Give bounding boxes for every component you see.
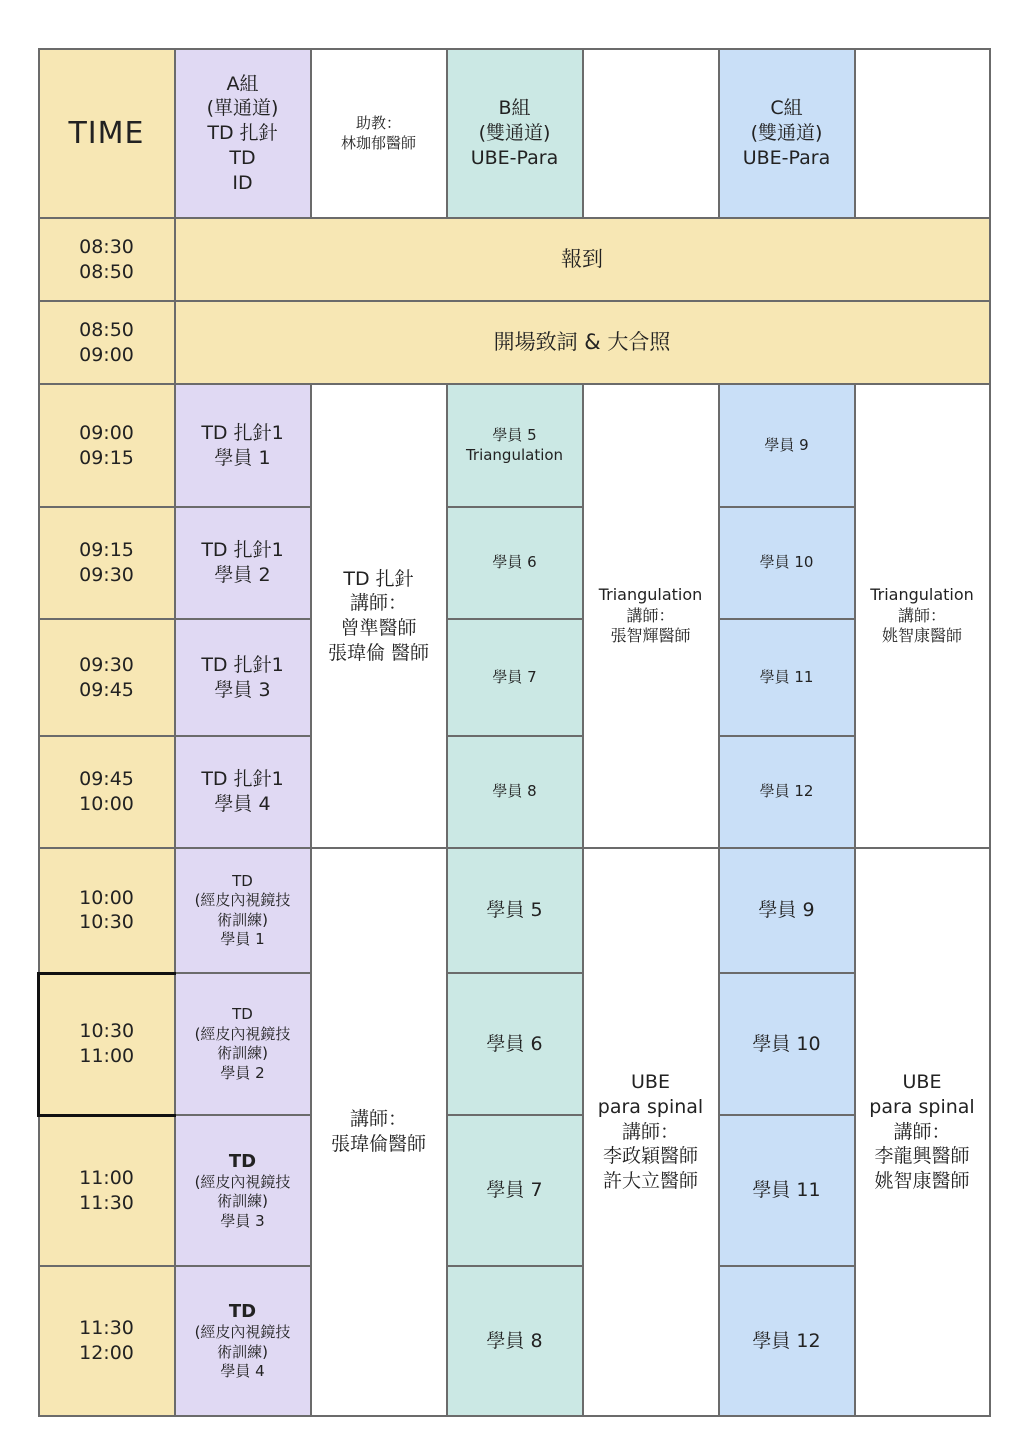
time-cell: 10:30 11:00: [39, 973, 175, 1115]
group-b-cell: 學員 6: [447, 973, 583, 1115]
time-cell: 09:15 09:30: [39, 507, 175, 619]
table-row: [39, 736, 990, 848]
group-a-cell: TD 扎針1 學員 4: [175, 736, 311, 848]
group-c-cell: 學員 9: [719, 848, 855, 973]
group-b-cell: 學員 7: [447, 619, 583, 736]
group-b-cell: 學員 8: [447, 736, 583, 848]
group-c-cell: 學員 11: [719, 1115, 855, 1266]
time-header: TIME: [39, 49, 175, 218]
group-b-cell: 學員 5 Triangulation: [447, 384, 583, 507]
group-c-cell: 學員 9: [719, 384, 855, 507]
group-a-cell-title: TD: [232, 1005, 253, 1023]
group-a-cell-title: TD: [228, 1301, 257, 1323]
group-c-cell: 學員 12: [719, 736, 855, 848]
time-cell: 08:50 09:00: [39, 301, 175, 384]
empty-header-b: [583, 49, 719, 218]
group-b-cell: 學員 6: [447, 507, 583, 619]
td-lecturer-cell: 講師： 張瑋倫醫師: [311, 848, 447, 1416]
triangulation-b-lecturer-cell: Triangulation 講師： 張智輝醫師: [583, 384, 719, 848]
time-cell: 09:30 09:45: [39, 619, 175, 736]
table-row: [39, 1266, 990, 1416]
time-cell: 11:30 12:00: [39, 1266, 175, 1416]
table-row: [39, 848, 990, 973]
time-cell: 08:30 08:50: [39, 218, 175, 301]
group-c-cell: 學員 10: [719, 973, 855, 1115]
ube-b-lecturer-cell: UBE para spinal 講師： 李政穎醫師 許大立醫師: [583, 848, 719, 1416]
group-a-cell-detail: (經皮內視鏡技 術訓練) 學員 3: [194, 1172, 291, 1230]
group-a-cell: TD 扎針1 學員 2: [175, 507, 311, 619]
group-b-cell: 學員 7: [447, 1115, 583, 1266]
header-row: [39, 49, 990, 218]
schedule-table: [37, 48, 991, 1417]
assistant-header: 助教： 林珈郁醫師: [311, 49, 447, 218]
checkin-banner: 報到: [175, 218, 990, 301]
group-c-cell: 學員 11: [719, 619, 855, 736]
group-a-header: A組 (單通道) TD 扎針 TD ID: [175, 49, 311, 218]
table-row: [39, 507, 990, 619]
empty-header-c: [855, 49, 990, 218]
group-b-cell: 學員 5: [447, 848, 583, 973]
group-a-cell: TD 扎針1 學員 1: [175, 384, 311, 507]
table-row: [39, 384, 990, 507]
group-a-cell-detail: (經皮內視鏡技 術訓練) 學員 4: [194, 1323, 291, 1381]
group-c-cell: 學員 10: [719, 507, 855, 619]
group-c-header: C組 (雙通道) UBE-Para: [719, 49, 855, 218]
time-cell: 11:00 11:30: [39, 1115, 175, 1266]
group-a-cell-title: TD: [232, 871, 253, 890]
td-needle-lecturer-cell: TD 扎針 講師： 曾準醫師 張瑋倫 醫師: [311, 384, 447, 848]
group-a-cell: [175, 1266, 311, 1416]
group-a-cell: [175, 848, 311, 973]
opening-row: [39, 301, 990, 384]
table-row: [39, 1115, 990, 1266]
checkin-row: [39, 218, 990, 301]
group-a-cell: TD 扎針1 學員 3: [175, 619, 311, 736]
group-a-cell: [175, 973, 311, 1115]
table-row: [39, 973, 990, 1115]
group-a-cell-title: TD: [228, 1150, 257, 1172]
table-row: [39, 619, 990, 736]
time-cell: 09:45 10:00: [39, 736, 175, 848]
ube-c-lecturer-cell: UBE para spinal 講師： 李龍興醫師 姚智康醫師: [855, 848, 990, 1416]
group-a-cell-detail: (經皮內視鏡技 術訓練) 學員 2: [194, 1024, 291, 1082]
time-cell: 09:00 09:15: [39, 384, 175, 507]
opening-banner: 開場致詞 & 大合照: [175, 301, 990, 384]
triangulation-c-lecturer-cell: Triangulation 講師： 姚智康醫師: [855, 384, 990, 848]
group-b-header: B組 (雙通道) UBE-Para: [447, 49, 583, 218]
time-cell: 10:00 10:30: [39, 848, 175, 973]
group-a-cell-detail: (經皮內視鏡技 術訓練) 學員 1: [194, 891, 291, 948]
group-a-cell: [175, 1115, 311, 1266]
group-c-cell: 學員 12: [719, 1266, 855, 1416]
group-b-cell: 學員 8: [447, 1266, 583, 1416]
